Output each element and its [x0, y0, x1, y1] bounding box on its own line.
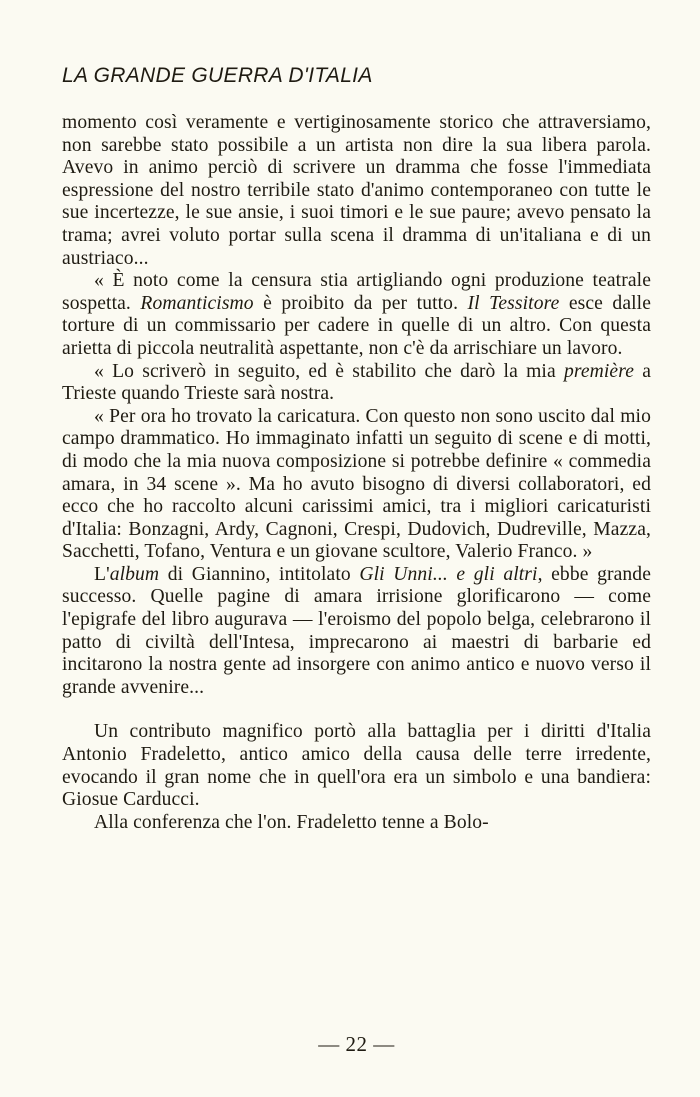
paragraph-5: [62, 564, 651, 700]
paragraph-5-text-a: L': [94, 563, 110, 585]
paragraph-3-text-a: « Lo scriverò in seguito, ed è stabilito che darò la mia: [94, 360, 564, 382]
paragraph-5-text-b: di Giannino, intitolato: [159, 563, 360, 585]
paragraph-7: Alla conferenza che l'on. Fradeletto tenne a Bolo-: [94, 811, 489, 833]
paragraph-3: [62, 361, 651, 406]
section-gap: [62, 699, 651, 721]
paragraph-4: « Per ora ho trovato la caricatura. Con questo non sono uscito dal mio campo drammatico. Ho immaginato infatti un seguito di scene e di motti, di modo che la mia nuova composizione si potrebbe definire « commedia amara, in 34 scene ». Ma ho avuto bisogno di diversi collaboratori, ed ecco che ho raccolto alcuni carissimi amici, tra i migliori caricaturisti d'Italia: Bonzagni, Ardy, Cagnoni, Crespi, Dudovich, Dudreville, Mazza, Sacchetti, Tofano, Ventura e un giovane scultore, Valerio Franco. »: [62, 405, 651, 563]
paragraph-5-italic-album: album: [109, 563, 160, 585]
paragraph-2-text-b: è proibito da per tutto.: [253, 292, 468, 314]
paragraph-5-italic-title: Gli Unni... e gli altri: [359, 563, 538, 585]
paragraph-2: [62, 270, 651, 360]
page-number: — 22 —: [318, 1032, 395, 1056]
paragraph-6: Un contributo magnifico portò alla battaglia per i diritti d'Italia Antonio Fradeletto, antico amico della causa delle terre irredente, evocando il gran nome che in quell'ora era un simbolo e una bandiera: Giosue Carducci.: [62, 721, 651, 811]
paragraph-3-italic-premiere: première: [563, 360, 635, 382]
paragraph-2-italic-romanticismo: Romanticismo: [140, 292, 254, 314]
paragraph-1: momento così veramente e vertiginosamente storico che attraversiamo, non sarebbe stato possibile a un artista non dire la sua libera parola. Avevo in animo perciò di scrivere un dramma che fosse l'immediata espressione del nostro terribile stato d'animo contemporaneo con tutte le sue incertezze, le sue ansie, i suoi timori e le sue paure; avevo pensato la trama; avrei voluto portar sulla scena il dramma di un'italiana e di un austriaco...: [62, 112, 651, 269]
paragraph-2-italic-il-tessitore: Il Tessitore: [467, 292, 560, 314]
paragraph-2-text-a: « È noto come la censura stia artigliando ogni produzione teatrale sospetta.: [62, 270, 651, 314]
paragraph-3-text-b: a Trieste quando Trieste sarà nostra.: [62, 360, 651, 405]
book-page: [62, 0, 651, 1097]
paragraph-5-text-c: , ebbe grande successo. Quelle pagine di amara irrisione glorificarono — come l'epigrafe del libro augurava — l'eroismo del popolo belga, celebrarono il patto di civiltà dell'Intesa, imprecarono ai maestri di barbarie ed incitarono la nostra gente ad insorgere con animo antico e nuovo verso il grande avvenire...: [62, 563, 652, 698]
running-head: LA GRANDE GUERRA D'ITALIA: [62, 64, 373, 87]
body-text: [62, 112, 651, 834]
paragraph-2-text-c: esce dalle torture di un commissario per cadere in quelle di un altro. Con questa arietta di piccola neutralità aspettante, non c'è da arrischiare un lavoro.: [62, 292, 651, 359]
